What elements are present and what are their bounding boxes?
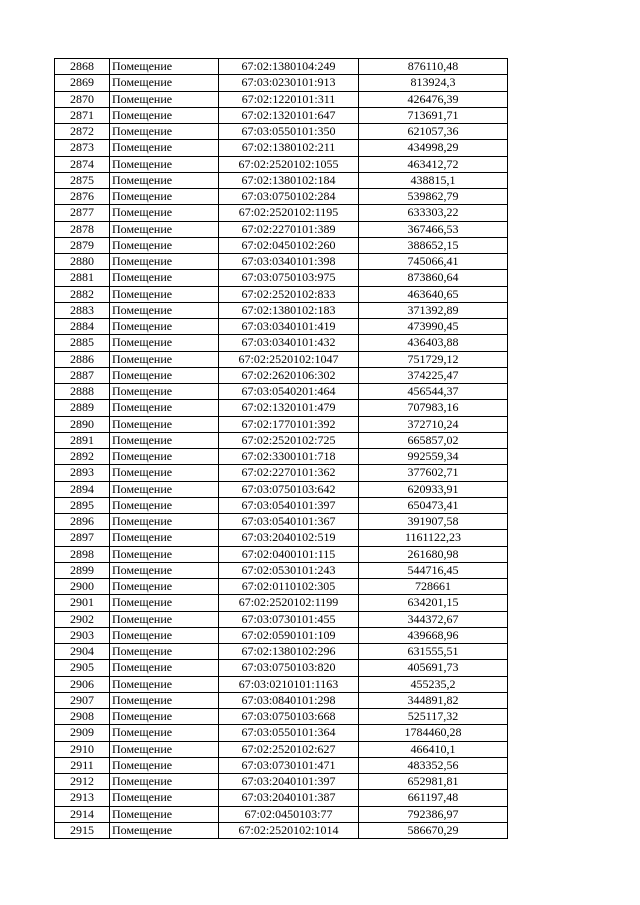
cadastral-number-cell: 67:03:0540201:464: [219, 384, 359, 400]
cadastral-number-cell: 67:03:0340101:432: [219, 335, 359, 351]
row-number-cell: 2879: [55, 237, 110, 253]
table-row: [55, 481, 508, 497]
cadastral-number-cell: 67:02:2270101:389: [219, 221, 359, 237]
cadastral-value-cell: 992559,34: [359, 449, 508, 465]
row-number-cell: 2914: [55, 806, 110, 822]
row-number-cell: 2883: [55, 302, 110, 318]
row-number-cell: 2869: [55, 75, 110, 91]
object-type-cell: Помещение: [110, 449, 219, 465]
object-type-cell: Помещение: [110, 530, 219, 546]
row-number-cell: 2895: [55, 497, 110, 513]
cadastral-value-cell: 661197,48: [359, 790, 508, 806]
cadastral-value-cell: 388652,15: [359, 237, 508, 253]
cadastral-number-cell: 67:03:0210101:1163: [219, 676, 359, 692]
cadastral-value-cell: 620933,91: [359, 481, 508, 497]
object-type-cell: Помещение: [110, 384, 219, 400]
object-type-cell: Помещение: [110, 725, 219, 741]
object-type-cell: Помещение: [110, 416, 219, 432]
object-type-cell: Помещение: [110, 757, 219, 773]
cadastral-value-cell: 713691,71: [359, 107, 508, 123]
cadastral-value-cell: 650473,41: [359, 497, 508, 513]
table-row: [55, 319, 508, 335]
cadastral-number-cell: 67:02:2520102:1195: [219, 205, 359, 221]
object-type-cell: Помещение: [110, 254, 219, 270]
row-number-cell: 2887: [55, 367, 110, 383]
cadastral-value-cell: 1784460,28: [359, 725, 508, 741]
table-row: [55, 676, 508, 692]
cadastral-number-cell: 67:03:0750102:284: [219, 189, 359, 205]
row-number-cell: 2890: [55, 416, 110, 432]
row-number-cell: 2870: [55, 91, 110, 107]
row-number-cell: 2904: [55, 644, 110, 660]
row-number-cell: 2873: [55, 140, 110, 156]
object-type-cell: Помещение: [110, 465, 219, 481]
object-type-cell: Помещение: [110, 302, 219, 318]
cadastral-value-cell: 405691,73: [359, 660, 508, 676]
row-number-cell: 2880: [55, 254, 110, 270]
row-number-cell: 2888: [55, 384, 110, 400]
cadastral-value-cell: 525117,32: [359, 709, 508, 725]
object-type-cell: Помещение: [110, 806, 219, 822]
object-type-cell: Помещение: [110, 189, 219, 205]
row-number-cell: 2915: [55, 822, 110, 838]
table-row: [55, 774, 508, 790]
object-type-cell: Помещение: [110, 59, 219, 75]
object-type-cell: Помещение: [110, 107, 219, 123]
object-type-cell: Помещение: [110, 172, 219, 188]
object-type-cell: Помещение: [110, 822, 219, 838]
cadastral-value-cell: 707983,16: [359, 400, 508, 416]
object-type-cell: Помещение: [110, 579, 219, 595]
table-row: [55, 416, 508, 432]
table-row: [55, 432, 508, 448]
row-number-cell: 2903: [55, 627, 110, 643]
row-number-cell: 2900: [55, 579, 110, 595]
cadastral-value-cell: 631555,51: [359, 644, 508, 660]
row-number-cell: 2911: [55, 757, 110, 773]
table-row: [55, 107, 508, 123]
cadastral-value-cell: 439668,96: [359, 627, 508, 643]
row-number-cell: 2882: [55, 286, 110, 302]
cadastral-number-cell: 67:02:2520102:1199: [219, 595, 359, 611]
row-number-cell: 2896: [55, 514, 110, 530]
cadastral-value-cell: 483352,56: [359, 757, 508, 773]
object-type-cell: Помещение: [110, 611, 219, 627]
cadastral-number-cell: 67:03:0750103:820: [219, 660, 359, 676]
object-type-cell: Помещение: [110, 644, 219, 660]
cadastral-value-cell: 473990,45: [359, 319, 508, 335]
table-row: [55, 189, 508, 205]
cadastral-value-cell: 751729,12: [359, 351, 508, 367]
table-row: [55, 254, 508, 270]
row-number-cell: 2891: [55, 432, 110, 448]
row-number-cell: 2898: [55, 546, 110, 562]
table-row: [55, 627, 508, 643]
object-type-cell: Помещение: [110, 205, 219, 221]
table-row: [55, 822, 508, 838]
object-type-cell: Помещение: [110, 481, 219, 497]
row-number-cell: 2877: [55, 205, 110, 221]
cadastral-number-cell: 67:03:2040102:519: [219, 530, 359, 546]
table-row: [55, 595, 508, 611]
object-type-cell: Помещение: [110, 270, 219, 286]
table-row: [55, 400, 508, 416]
cadastral-number-cell: 67:02:3300101:718: [219, 449, 359, 465]
row-number-cell: 2894: [55, 481, 110, 497]
cadastral-value-cell: 621057,36: [359, 124, 508, 140]
object-type-cell: Помещение: [110, 286, 219, 302]
cadastral-number-cell: 67:02:0400101:115: [219, 546, 359, 562]
cadastral-value-cell: 633303,22: [359, 205, 508, 221]
cadastral-number-cell: 67:03:0230101:913: [219, 75, 359, 91]
cadastral-value-cell: 455235,2: [359, 676, 508, 692]
cadastral-number-cell: 67:02:2620106:302: [219, 367, 359, 383]
object-type-cell: Помещение: [110, 400, 219, 416]
table-row: [55, 611, 508, 627]
cadastral-number-cell: 67:02:0450103:77: [219, 806, 359, 822]
object-type-cell: Помещение: [110, 91, 219, 107]
cadastral-number-cell: 67:02:2520102:627: [219, 741, 359, 757]
row-number-cell: 2885: [55, 335, 110, 351]
cadastral-value-cell: 463640,65: [359, 286, 508, 302]
cadastral-value-cell: 876110,48: [359, 59, 508, 75]
table-row: [55, 465, 508, 481]
object-type-cell: Помещение: [110, 741, 219, 757]
table-row: [55, 562, 508, 578]
cadastral-value-cell: 745066,41: [359, 254, 508, 270]
table-row: [55, 270, 508, 286]
row-number-cell: 2913: [55, 790, 110, 806]
row-number-cell: 2897: [55, 530, 110, 546]
table-row: [55, 497, 508, 513]
cadastral-value-cell: 652981,81: [359, 774, 508, 790]
cadastral-number-cell: 67:03:0550101:364: [219, 725, 359, 741]
row-number-cell: 2906: [55, 676, 110, 692]
cadastral-number-cell: 67:03:0540101:367: [219, 514, 359, 530]
row-number-cell: 2875: [55, 172, 110, 188]
cadastral-number-cell: 67:02:1380102:211: [219, 140, 359, 156]
cadastral-value-cell: 371392,89: [359, 302, 508, 318]
cadastral-number-cell: 67:02:1320101:647: [219, 107, 359, 123]
row-number-cell: 2901: [55, 595, 110, 611]
object-type-cell: Помещение: [110, 335, 219, 351]
cadastral-value-cell: 792386,97: [359, 806, 508, 822]
cadastral-value-cell: 466410,1: [359, 741, 508, 757]
cadastral-number-cell: 67:02:1380102:184: [219, 172, 359, 188]
object-type-cell: Помещение: [110, 790, 219, 806]
cadastral-number-cell: 67:03:2040101:397: [219, 774, 359, 790]
table-row: [55, 221, 508, 237]
cadastral-number-cell: 67:02:2520102:1055: [219, 156, 359, 172]
cadastral-number-cell: 67:03:0750103:642: [219, 481, 359, 497]
row-number-cell: 2889: [55, 400, 110, 416]
table-row: [55, 205, 508, 221]
row-number-cell: 2892: [55, 449, 110, 465]
cadastral-number-cell: 67:02:0110102:305: [219, 579, 359, 595]
cadastral-value-cell: 426476,39: [359, 91, 508, 107]
cadastral-number-cell: 67:03:0840101:298: [219, 692, 359, 708]
object-type-cell: Помещение: [110, 514, 219, 530]
cadastral-value-cell: 586670,29: [359, 822, 508, 838]
cadastral-number-cell: 67:03:0550101:350: [219, 124, 359, 140]
table-row: [55, 75, 508, 91]
row-number-cell: 2876: [55, 189, 110, 205]
cadastral-value-cell: 434998,29: [359, 140, 508, 156]
row-number-cell: 2893: [55, 465, 110, 481]
table-row: [55, 790, 508, 806]
cadastral-value-cell: 374225,47: [359, 367, 508, 383]
cadastral-number-cell: 67:03:0750103:975: [219, 270, 359, 286]
table-row: [55, 91, 508, 107]
table-row: [55, 384, 508, 400]
cadastral-number-cell: 67:02:1320101:479: [219, 400, 359, 416]
table-row: [55, 367, 508, 383]
object-type-cell: Помещение: [110, 351, 219, 367]
object-type-cell: Помещение: [110, 660, 219, 676]
table-row: [55, 514, 508, 530]
cadastral-number-cell: 67:03:0750103:668: [219, 709, 359, 725]
object-type-cell: Помещение: [110, 221, 219, 237]
cadastral-number-cell: 67:02:2520102:833: [219, 286, 359, 302]
cadastral-number-cell: 67:02:1380102:296: [219, 644, 359, 660]
cadastral-value-cell: 873860,64: [359, 270, 508, 286]
object-type-cell: Помещение: [110, 709, 219, 725]
cadastral-value-cell: 456544,37: [359, 384, 508, 400]
table-row: [55, 286, 508, 302]
cadastral-number-cell: 67:03:2040101:387: [219, 790, 359, 806]
row-number-cell: 2874: [55, 156, 110, 172]
cadastral-value-cell: 665857,02: [359, 432, 508, 448]
cadastral-number-cell: 67:02:2520102:1047: [219, 351, 359, 367]
cadastral-number-cell: 67:02:1380104:249: [219, 59, 359, 75]
object-type-cell: Помещение: [110, 692, 219, 708]
table-row: [55, 757, 508, 773]
cadastral-value-cell: 436403,88: [359, 335, 508, 351]
cadastral-value-table: [54, 58, 508, 839]
object-type-cell: Помещение: [110, 546, 219, 562]
cadastral-value-cell: 634201,15: [359, 595, 508, 611]
table-row: [55, 156, 508, 172]
cadastral-number-cell: 67:03:0340101:419: [219, 319, 359, 335]
object-type-cell: Помещение: [110, 432, 219, 448]
object-type-cell: Помещение: [110, 75, 219, 91]
row-number-cell: 2908: [55, 709, 110, 725]
row-number-cell: 2902: [55, 611, 110, 627]
cadastral-number-cell: 67:02:2520102:1014: [219, 822, 359, 838]
cadastral-number-cell: 67:02:0530101:243: [219, 562, 359, 578]
table-row: [55, 660, 508, 676]
row-number-cell: 2871: [55, 107, 110, 123]
object-type-cell: Помещение: [110, 595, 219, 611]
row-number-cell: 2910: [55, 741, 110, 757]
object-type-cell: Помещение: [110, 627, 219, 643]
object-type-cell: Помещение: [110, 562, 219, 578]
cadastral-value-cell: 539862,79: [359, 189, 508, 205]
cadastral-value-cell: 438815,1: [359, 172, 508, 188]
row-number-cell: 2905: [55, 660, 110, 676]
cadastral-number-cell: 67:02:0450102:260: [219, 237, 359, 253]
cadastral-number-cell: 67:02:1220101:311: [219, 91, 359, 107]
row-number-cell: 2878: [55, 221, 110, 237]
cadastral-number-cell: 67:02:2520102:725: [219, 432, 359, 448]
cadastral-number-cell: 67:02:2270101:362: [219, 465, 359, 481]
cadastral-value-cell: 367466,53: [359, 221, 508, 237]
cadastral-number-cell: 67:02:1770101:392: [219, 416, 359, 432]
object-type-cell: Помещение: [110, 367, 219, 383]
object-type-cell: Помещение: [110, 237, 219, 253]
cadastral-value-cell: 728661: [359, 579, 508, 595]
table-row: [55, 709, 508, 725]
table-row: [55, 335, 508, 351]
cadastral-value-cell: 344372,67: [359, 611, 508, 627]
cadastral-number-cell: 67:02:0590101:109: [219, 627, 359, 643]
object-type-cell: Помещение: [110, 156, 219, 172]
row-number-cell: 2881: [55, 270, 110, 286]
cadastral-value-cell: 544716,45: [359, 562, 508, 578]
cadastral-value-cell: 344891,82: [359, 692, 508, 708]
cadastral-value-cell: 261680,98: [359, 546, 508, 562]
row-number-cell: 2907: [55, 692, 110, 708]
table-row: [55, 172, 508, 188]
table-row: [55, 449, 508, 465]
object-type-cell: Помещение: [110, 319, 219, 335]
cadastral-value-cell: 813924,3: [359, 75, 508, 91]
cadastral-value-cell: 377602,71: [359, 465, 508, 481]
cadastral-number-cell: 67:03:0730101:455: [219, 611, 359, 627]
cadastral-number-cell: 67:03:0730101:471: [219, 757, 359, 773]
cadastral-value-cell: 1161122,23: [359, 530, 508, 546]
cadastral-number-cell: 67:03:0540101:397: [219, 497, 359, 513]
table-row: [55, 530, 508, 546]
object-type-cell: Помещение: [110, 140, 219, 156]
row-number-cell: 2872: [55, 124, 110, 140]
object-type-cell: Помещение: [110, 676, 219, 692]
cadastral-number-cell: 67:03:0340101:398: [219, 254, 359, 270]
table-row: [55, 140, 508, 156]
table-row: [55, 124, 508, 140]
object-type-cell: Помещение: [110, 124, 219, 140]
table-row: [55, 579, 508, 595]
row-number-cell: 2909: [55, 725, 110, 741]
table-row: [55, 302, 508, 318]
table-row: [55, 692, 508, 708]
object-type-cell: Помещение: [110, 774, 219, 790]
cadastral-value-cell: 372710,24: [359, 416, 508, 432]
row-number-cell: 2884: [55, 319, 110, 335]
table-row: [55, 644, 508, 660]
table-row: [55, 725, 508, 741]
table-row: [55, 237, 508, 253]
table-row: [55, 59, 508, 75]
object-type-cell: Помещение: [110, 497, 219, 513]
table-row: [55, 806, 508, 822]
table-row: [55, 546, 508, 562]
table-row: [55, 351, 508, 367]
row-number-cell: 2886: [55, 351, 110, 367]
cadastral-value-cell: 391907,58: [359, 514, 508, 530]
table-body: [55, 59, 508, 839]
table-row: [55, 741, 508, 757]
row-number-cell: 2868: [55, 59, 110, 75]
row-number-cell: 2899: [55, 562, 110, 578]
cadastral-value-cell: 463412,72: [359, 156, 508, 172]
row-number-cell: 2912: [55, 774, 110, 790]
cadastral-number-cell: 67:02:1380102:183: [219, 302, 359, 318]
